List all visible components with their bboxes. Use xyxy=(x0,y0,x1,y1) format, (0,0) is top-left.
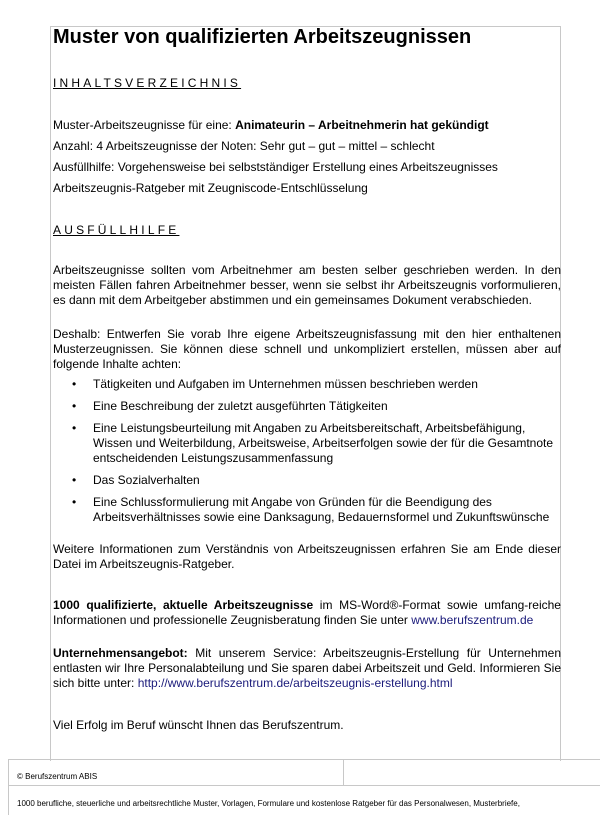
footer-cell-divider xyxy=(343,759,344,785)
promo-paragraph xyxy=(53,598,561,628)
bullet-icon: • xyxy=(72,473,77,487)
promo-text: im MS-Word®-Format sowie umfang-reiche Informationen und professionelle Zeugnisberatung finden Sie unter xyxy=(53,598,561,627)
closing-text: Viel Erfolg im Beruf wünscht Ihnen das Berufszentrum. xyxy=(53,718,344,732)
toc-line-3: Ausfüllhilfe: Vorgehensweise bei selbstständiger Erstellung eines Arbeitszeugnisses xyxy=(53,160,498,174)
footer-border-left xyxy=(8,759,9,815)
toc-line-1-bold: Animateurin – Arbeitnehmerin hat gekündigt xyxy=(235,118,489,132)
footer-border-top xyxy=(8,759,600,760)
list-item xyxy=(53,473,553,488)
footer-border-middle xyxy=(8,785,600,786)
help-paragraph-3: Weitere Informationen zum Verständnis von Arbeitszeugnissen erfahren Sie am Ende dieser Datei im Arbeitszeugnis-Ratgeber. xyxy=(53,542,561,571)
help-paragraph-2: Deshalb: Entwerfen Sie vorab Ihre eigene Arbeitszeugnisfassung mit den hier enthaltenen Musterzeugnissen. Sie können diese schnell und unkompliziert erstellen, müssen aber auf folgende Inhalte achten: xyxy=(53,327,561,371)
bullet-icon: • xyxy=(72,377,77,391)
toc-line-1-prefix: Muster-Arbeitszeugnisse für eine: xyxy=(53,118,236,132)
page-border-left xyxy=(50,26,51,761)
offer-bold-text: Unternehmensangebot: xyxy=(53,646,188,660)
toc-line-4: Arbeitszeugnis-Ratgeber mit Zeugniscode-Entschlüsselung xyxy=(53,181,368,195)
page-title: Muster von qualifizierten Arbeitszeugnissen xyxy=(53,26,472,48)
list-item-text: Das Sozialverhalten xyxy=(93,473,200,487)
list-item xyxy=(53,399,553,414)
toc-line-1 xyxy=(53,118,489,132)
help-paragraph-1: Arbeitszeugnisse sollten vom Arbeitnehmer am besten selber geschrieben werden. In den meisten Fällen fahren Arbeitnehmer besser, wenn sie selbst ihr Arbeitszeugnis vorformulieren, es dann mit dem Arbeitgeber abstimmen und ein gemeinsames Dokument verabschieden. xyxy=(53,263,561,307)
help-heading: AUSFÜLLHILFE xyxy=(53,223,180,237)
arbeitszeugnis-erstellung-link[interactable]: http://www.berufszentrum.de/arbeitszeugnis-erstellung.html xyxy=(137,676,453,690)
offer-paragraph xyxy=(53,646,561,691)
offer-text: Mit unserem Service: Arbeitszeugnis-Erstellung für Unternehmen entlasten wir Ihre Personalabteilung und Sie sparen dabei Arbeitszeit und Geld. Informieren Sie sich bitte unter: xyxy=(53,646,561,690)
list-item-text: Eine Leistungsbeurteilung mit Angaben zu Arbeitsbereitschaft, Arbeitsbefähigung, Wissen und Weiterbildung, Arbeitsweise, Arbeitserfolgen sowie der für die Gesamtnote entscheidenden Leistungszusammenfassung xyxy=(93,421,554,465)
list-item-text: Eine Schlussformulierung mit Angabe von Gründen für die Beendigung des Arbeitsverhältnisses sowie eine Danksagung, Bedauernsformel und Zukunftswünsche xyxy=(93,495,550,524)
list-item xyxy=(53,495,553,525)
toc-heading: INHALTSVERZEICHNIS xyxy=(53,76,242,90)
footer-description: 1000 berufliche, steuerliche und arbeitsrechtliche Muster, Vorlagen, Formulare und kostenlose Ratgeber für das Personalwesen, Musterbriefe, xyxy=(17,799,520,808)
document-header xyxy=(53,24,561,50)
list-item-text: Eine Beschreibung der zuletzt ausgeführten Tätigkeiten xyxy=(93,399,388,413)
list-item-text: Tätigkeiten und Aufgaben im Unternehmen müssen beschrieben werden xyxy=(93,377,478,391)
bullet-icon: • xyxy=(72,495,77,509)
toc-line-2: Anzahl: 4 Arbeitszeugnisse der Noten: Sehr gut – gut – mittel – schlecht xyxy=(53,139,435,153)
bullet-icon: • xyxy=(72,421,77,435)
bullet-icon: • xyxy=(72,399,77,413)
promo-bold-text: 1000 qualifizierte, aktuelle Arbeitszeugnisse xyxy=(53,598,314,612)
required-content-list xyxy=(53,377,553,532)
berufszentrum-link[interactable]: www.berufszentrum.de xyxy=(411,613,534,627)
list-item xyxy=(53,377,553,392)
footer-copyright: © Berufszentrum ABIS xyxy=(17,772,98,781)
list-item xyxy=(53,421,553,466)
